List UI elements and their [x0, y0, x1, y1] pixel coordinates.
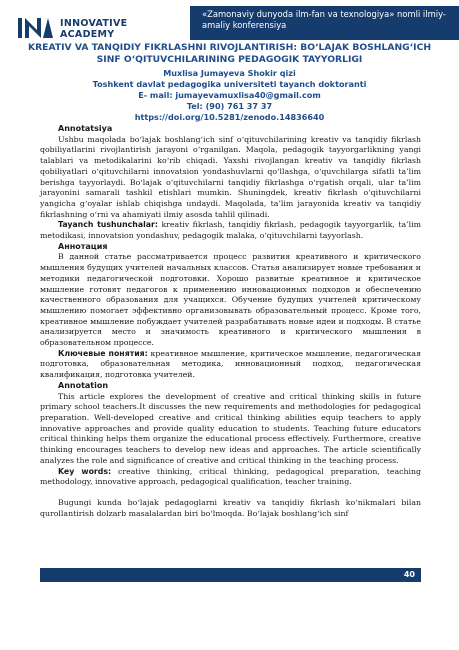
author-name: Muxlisa Jumayeva Shokir qizi: [163, 68, 296, 78]
en-keywords-text: creative thinking, critical thinking, pedagogical preparation, teaching methodology, innovative approach, pedagogical qualification, teacher training.: [40, 466, 422, 487]
logo-line-2: ACADEMY: [60, 29, 115, 40]
ru-keywords-paragraph: [40, 349, 421, 381]
footer-band: [40, 568, 421, 582]
logo-line-1: INNOVATIVE: [60, 18, 128, 29]
annotatsiya-heading: Annotatsiya: [58, 124, 113, 133]
intro-paragraph: Bugungi kunda bo‘lajak pedagoglarni kreativ va tanqidiy fikrlash ko‘nikmalari bilan qurollantirish dolzarb masalalardan biri bo‘lmoqda. Bo‘lajak boshlang‘ich sinf: [40, 497, 421, 518]
annotatsiya-text: Ushbu maqolada bo‘lajak boshlang‘ich sinf o‘qituvchilarining kreativ va tanqidiy fikrlash qobiliyatlarini rivojlantirish jarayoni o‘rganilgan. Maqola, pedagogik tayyorgarlikning yangi talablari va metodikalarini ko‘rib chiqadi. Yaxshi rivojlangan kreativ va tanqidiy fikrlash qobiliyatlari o‘qituvchilarni innovatsion yondashuvlarni qo‘llashga, o‘quvchilarga sifatli ta’lim berishga tayyorlaydi. Bo‘lajak o‘qituvchilarni tanqidiy fikrlashga o‘rgatish orqali, ular ta’lim jarayonini samarali tashkil etishlari mumkin. Shuningdek, kreativ fikrlash o‘qituvchilarni yangicha g‘oyalar ishlab chiqishga undaydi. Maqolada, ta’lim jarayonida kreativ va tanqidiy fikrlashning o‘rni va ahamiyati ilmiy asosda tahlil qilinadi.: [40, 134, 421, 219]
ru-heading: Аннотация: [58, 241, 108, 251]
author-affiliation: Toshkent davlat pedagogika universiteti tayanch doktoranti: [92, 79, 367, 89]
ru-keywords-label: Ключевые понятия:: [58, 348, 148, 358]
tayanch-paragraph: [40, 220, 421, 241]
ru-text: В данной статье рассматривается процесс развития креативного и критического мышления будущих учителей начальных классов. Статья анализирует новые требования и методики педагогической подготовки. Хорошо развитые креативное и критическое мышление готовят педагогов к применению инновационных подходов и обеспечению качественного образования для учащихся. Обучение будущих учителей критическому мышлению помогает эффективно организовывать образовательный процесс. Кроме того, креативное мышление побуждает учителей разрабатывать новые идеи и подходы. В статье анализируется место и значимость креативного и критического мышления в образовательном процессе.: [40, 252, 421, 348]
page-number: 40: [403, 570, 415, 579]
en-text: This article explores the development of creative and critical thinking skills in future primary school teachers.It discusses the new requirements and methodologies for pedagogical preparation. Well-developed creative and critical thinking abilities equip teachers to apply innovative approaches and provide quality education to students. Teaching future educators critical thinking helps them organize the educational process effectively. Furthermore, creative thinking encourages teachers to develop new ideas and approaches. The article scientifically analyzes the role and significance of creative and critical thinking in the teaching process.: [40, 391, 421, 465]
article-title: KREATIV VA TANQIDIY FIKRLASHNI RIVOJLANTIRISH: BO‘LAJAK BOSHLANG‘ICH SINF O‘QITUVCHILARINING PEDAGOGIK TAYYORLIGI: [27, 42, 432, 65]
annotatsiya-block: [40, 124, 421, 519]
academy-logo-text: [60, 18, 127, 40]
en-keywords-label: Key words:: [58, 466, 112, 476]
author-email: E- mail: jumayevamuxlisa40@gmail.com: [138, 90, 321, 100]
ru-keywords-text: креативное мышление, критическое мышление, педагогическая подготовка, образовательная методика, инновационный подход, педагогическая квалификация, подготовка учителей.: [40, 348, 421, 380]
tayanch-label: Tayanch tushunchalar:: [58, 220, 158, 230]
tayanch-text: kreativ fikrlash, tanqidiy fikrlash, pedagogik tayyorgarlik, ta’lim metodikasi, innovatsion yondashuv, pedagogik malaka, o‘qituvchilarni tayyorlash.: [40, 220, 421, 241]
conference-title: «Zamonaviy dunyoda ilm-fan va texnologiya» nomli ilmiy-amaliy konferensiya: [202, 9, 446, 30]
doi-link[interactable]: https://doi.org/10.5281/zenodo.14836640: [134, 112, 325, 122]
academy-logo-icon: [16, 14, 56, 44]
en-heading: Annotation: [58, 380, 109, 390]
en-keywords-paragraph: [40, 467, 421, 488]
author-phone: Tel: (90) 761 37 37: [186, 101, 273, 111]
